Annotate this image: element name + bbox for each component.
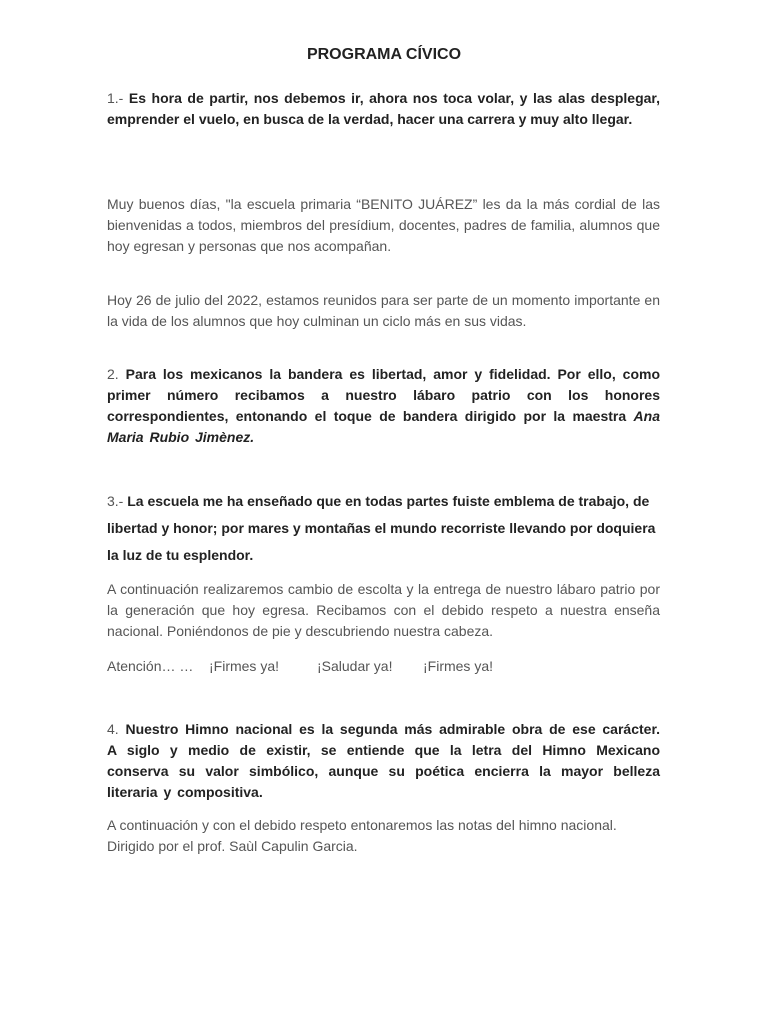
section-bold-text: Es hora de partir, nos debemos ir, ahora nos toca volar, y las alas desplegar, emprender el vuelo, en busca de la verdad, hacer una carrera y muy alto llegar.: [107, 90, 660, 127]
command-saludar: ¡Saludar ya!: [317, 658, 393, 674]
section-1: [107, 88, 660, 130]
section-number: 4.: [107, 721, 119, 737]
section-2: [107, 364, 660, 448]
teacher-name: Ana Maria Rubio Jimènez.: [107, 408, 660, 445]
section-number: 2.: [107, 366, 119, 382]
section-bold-text: Para los mexicanos la bandera es libertad, amor y fidelidad. Por ello, como primer número recibamos a nuestro lábaro patrio con los honores correspondientes, entonando el toque de bandera dirigido por la maestra: [107, 366, 661, 424]
escort-paragraph: A continuación realizaremos cambio de escolta y la entrega de nuestro lábaro patrio por la generación que hoy egresa. Recibamos con el debido respeto a nuestra enseña nacional. Poniéndonos de pie y descubriendo nuestra cabeza.: [107, 581, 660, 639]
anthem-paragraph: A continuación y con el debido respeto entonaremos las notas del himno nacional. Dirigido por el prof. Saùl Capulin Garcia.: [107, 817, 617, 854]
page-title: PROGRAMA CÍVICO: [306, 46, 462, 63]
section-4: [107, 719, 660, 803]
command-attention: Atención… …: [107, 658, 194, 674]
date-paragraph: Hoy 26 de julio del 2022, estamos reunidos para ser parte de un momento importante en la vida de los alumnos que hoy culminan un ciclo más en sus vidas.: [107, 292, 660, 329]
command-firmes-2: ¡Firmes ya!: [423, 658, 493, 674]
section-bold-text: La escuela me ha enseñado que en todas partes fuiste emblema de trabajo, de libertad y honor; por mares y montañas el mundo recorriste llevando por doquiera la luz de tu esplendor.: [107, 493, 656, 563]
command-firmes: ¡Firmes ya!: [209, 658, 279, 674]
section-number: 1.-: [107, 90, 124, 106]
section-bold-text: Nuestro Himno nacional es la segunda más admirable obra de ese carácter. A siglo y medio de existir, se entiende que la letra del Himno Mexicano conserva su valor simbólico, aunque su poética encierra la mayor belleza literaria y compositiva.: [107, 721, 661, 800]
welcome-paragraph: Muy buenos días, "la escuela primaria “BENITO JUÁREZ” les da la más cordial de las bienvenidas a todos, miembros del presídium, docentes, padres de familia, alumnos que hoy egresan y personas que nos acompañan.: [107, 196, 660, 254]
section-3: [107, 488, 660, 569]
section-number: 3.-: [107, 493, 124, 509]
